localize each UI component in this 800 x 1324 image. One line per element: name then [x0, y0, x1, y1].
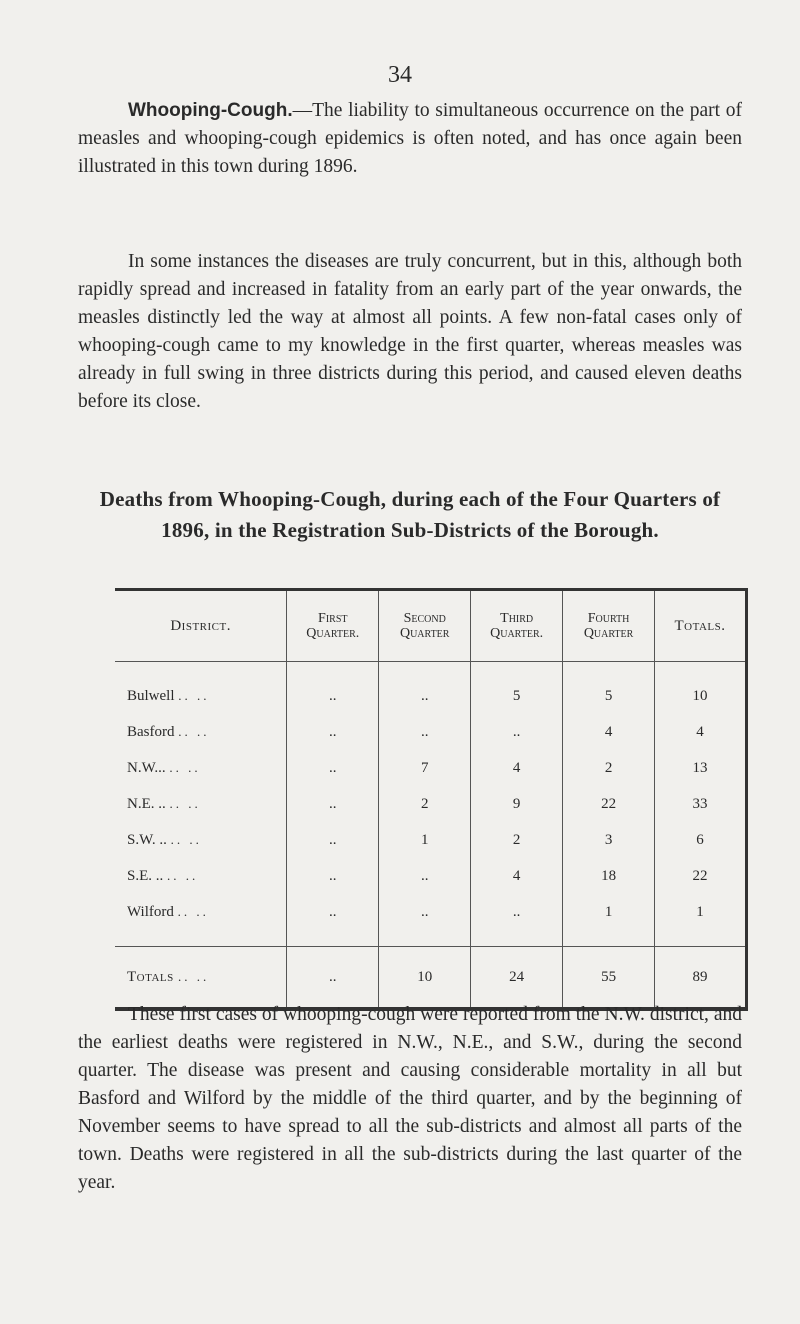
header-fourth-quarter: Fourth Quarter [563, 590, 655, 662]
district-name: N.W... .. .. [127, 759, 201, 776]
first-quarter-value: .. [287, 678, 379, 714]
third-quarter-value: 9 [471, 786, 563, 822]
deaths-table [115, 588, 748, 1011]
district-name: N.E. .. .. .. [127, 795, 201, 812]
table-row [115, 750, 747, 786]
row-total: 1 [655, 894, 747, 930]
second-quarter-value: .. [379, 894, 471, 930]
second-quarter-value: .. [379, 714, 471, 750]
second-quarter-value: 7 [379, 750, 471, 786]
row-total: 33 [655, 786, 747, 822]
third-quarter-value: .. [471, 714, 563, 750]
table-header-row [115, 590, 747, 662]
third-quarter-total: 24 [471, 947, 563, 1010]
third-quarter-value: 4 [471, 858, 563, 894]
body-paragraph-2: In some instances the diseases are truly concurrent, but in this, although both rapidly spread and increased in fatality from an early part of the year onwards, the measles distinctly led the way at almost all points. A few non-fatal cases only of whooping-cough came to my knowledge in the first quarter, whereas measles was already in full swing in three districts during this period, and caused eleven deaths before its close. [78, 251, 742, 412]
district-name: Bulwell .. .. [127, 687, 210, 704]
first-quarter-value: .. [287, 750, 379, 786]
second-quarter-value: 2 [379, 786, 471, 822]
row-total: 6 [655, 822, 747, 858]
first-quarter-total: .. [287, 947, 379, 1010]
fourth-quarter-value: 18 [563, 858, 655, 894]
intro-paragraph [78, 97, 742, 181]
table-row [115, 786, 747, 822]
body-paragraph-3: These first cases of whooping-cough were reported from the N.W. district, and the earliest deaths were registered in N.W., N.E., and S.W., during the second quarter. The disease was present and causing considerable mortality in all but Basford and Wilford by the middle of the third quarter, and by the beginning of November seems to have spread to all the sub-districts and almost all parts of the town. Deaths were registered in all the sub-districts during the last quarter of the year. [78, 1004, 742, 1193]
header-third-quarter: Third Quarter. [471, 590, 563, 662]
third-quarter-value: 4 [471, 750, 563, 786]
header-second-quarter: Second Quarter [379, 590, 471, 662]
second-quarter-total: 10 [379, 947, 471, 1010]
first-quarter-value: .. [287, 822, 379, 858]
first-quarter-value: .. [287, 894, 379, 930]
row-total: 22 [655, 858, 747, 894]
first-quarter-value: .. [287, 714, 379, 750]
section-heading: Whooping-Cough. [128, 100, 293, 121]
district-name: Basford .. .. [127, 723, 210, 740]
district-name: S.W. .. .. .. [127, 831, 202, 848]
header-district: District. [115, 590, 287, 662]
second-quarter-value: .. [379, 858, 471, 894]
fourth-quarter-value: 22 [563, 786, 655, 822]
fourth-quarter-value: 4 [563, 714, 655, 750]
table-row [115, 858, 747, 894]
grand-total: 89 [655, 947, 747, 1010]
fourth-quarter-value: 5 [563, 678, 655, 714]
table-row [115, 894, 747, 930]
fourth-quarter-value: 1 [563, 894, 655, 930]
first-quarter-value: .. [287, 786, 379, 822]
fourth-quarter-total: 55 [563, 947, 655, 1010]
page-number: 34 [388, 62, 412, 88]
row-total: 10 [655, 678, 747, 714]
second-quarter-value: 1 [379, 822, 471, 858]
table-row [115, 678, 747, 714]
district-name: S.E. .. .. .. [127, 867, 199, 884]
third-quarter-value: 5 [471, 678, 563, 714]
third-quarter-value: .. [471, 894, 563, 930]
first-quarter-value: .. [287, 858, 379, 894]
third-quarter-value: 2 [471, 822, 563, 858]
row-total: 4 [655, 714, 747, 750]
intro-text: —The liability to simultaneous occurrence on the part of measles and whooping-cough epidemics is often noted, and has once again been illustrated in this town during 1896. [78, 100, 742, 177]
table-row [115, 714, 747, 750]
totals-row [115, 947, 747, 1010]
fourth-quarter-value: 2 [563, 750, 655, 786]
header-totals: Totals. [655, 590, 747, 662]
totals-label: Totals .. .. [127, 968, 210, 985]
table-title: Deaths from Whooping-Cough, during each of the Four Quarters of 1896, in the Registration Sub-Districts of the Borough. [99, 487, 721, 542]
header-first-quarter: First Quarter. [287, 590, 379, 662]
table-row [115, 822, 747, 858]
second-quarter-value: .. [379, 678, 471, 714]
row-total: 13 [655, 750, 747, 786]
fourth-quarter-value: 3 [563, 822, 655, 858]
district-name: Wilford .. .. [127, 903, 209, 920]
